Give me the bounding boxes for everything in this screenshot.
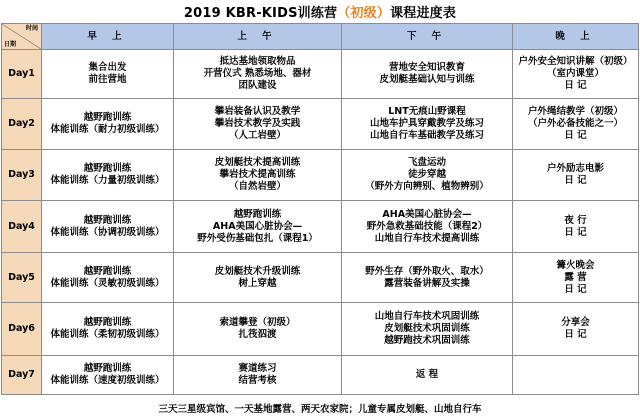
- schedule-cell-evening: [513, 253, 639, 303]
- schedule-cell-afternoon: [342, 356, 513, 395]
- activity-line: 户外安全知识讲解（初级）: [518, 56, 633, 67]
- activity-line: 扎筏泅渡: [238, 329, 277, 340]
- schedule-table: [1, 23, 639, 395]
- activity-line: 山地自行车技术巩固训练: [374, 311, 480, 322]
- activity-line: 越野跑训练: [83, 317, 132, 328]
- activity-line: 开营仪式 熟悉场地、器材: [203, 68, 312, 79]
- activity-line: 分享会: [561, 317, 590, 328]
- activity-line: （人工岩壁）: [228, 130, 286, 141]
- activity-line: 徒步穿越: [407, 169, 446, 180]
- schedule-cell-afternoon: [342, 201, 513, 253]
- activity-line: 日 记: [564, 283, 587, 295]
- activity-line: 体能训练（速度初级训练）: [50, 375, 165, 386]
- activity-line: 野外急救基础技能（课程2）: [366, 220, 488, 232]
- title-suffix: 课程进度表: [390, 5, 457, 21]
- activity-line: 体能训练（灵敏初级训练）: [50, 277, 165, 289]
- activity-line: （自然岩壁）: [228, 181, 286, 192]
- activity-line: 树上穿越: [238, 277, 277, 289]
- schedule-cell-morning: [42, 50, 174, 99]
- activity-line: 皮划艇技术提高训练: [214, 157, 301, 168]
- header-row: [2, 24, 639, 50]
- activity-line: 皮划艇技术升级训练: [214, 265, 301, 277]
- title-highlight: （初级）: [337, 5, 391, 21]
- schedule-cell-forenoon: [174, 99, 342, 150]
- schedule-cell-morning: [42, 356, 174, 395]
- activity-line: 抵达基地领取物品: [219, 56, 296, 67]
- schedule-cell-morning: [42, 201, 174, 253]
- table-row: [2, 50, 639, 99]
- activity-line: 皮划艇基础认知与训练: [379, 74, 475, 85]
- activity-line: 山地车护具穿戴教学及练习: [369, 118, 484, 129]
- activity-line: 篝火晚会: [556, 259, 595, 271]
- activity-line: 露营装备讲解及实操: [384, 277, 470, 289]
- day-label: Day1: [2, 50, 42, 99]
- activity-line: 攀岩装备认识及教学: [214, 106, 301, 117]
- table-row: [2, 150, 639, 201]
- table-row: [2, 253, 639, 303]
- activity-line: 索道攀登（初级）: [219, 317, 296, 328]
- activity-line: 结营考核: [238, 375, 277, 386]
- corner-cell: [2, 24, 42, 50]
- corner-date-label: 日期: [4, 41, 17, 48]
- table-row: [2, 201, 639, 253]
- activity-line: 飞盘运动: [407, 157, 446, 168]
- day-label: Day5: [2, 253, 42, 303]
- table-row: [2, 356, 639, 395]
- activity-line: 日 记: [564, 130, 587, 141]
- activity-line: 越野跑训练: [83, 363, 132, 374]
- activity-line: AHA美国心脏协会—: [212, 220, 303, 232]
- schedule-cell-evening: [513, 50, 639, 99]
- activity-line: 山地自行车基础教学及练习: [369, 130, 484, 141]
- column-header-morning: 早 上: [42, 24, 174, 50]
- activity-line: 野外受伤基础包扎（课程1）: [197, 232, 318, 244]
- activity-line: 越野跑训练: [83, 265, 132, 277]
- activity-line: 野外生存（野外取火、取水）: [365, 265, 489, 277]
- activity-line: （户外必备技能之一）: [527, 118, 623, 129]
- day-label: Day3: [2, 150, 42, 201]
- schedule-cell-forenoon: [174, 201, 342, 253]
- page-title: [0, 0, 640, 22]
- activity-line: 户外绳结教学（初级）: [527, 106, 623, 117]
- schedule-cell-forenoon: [174, 253, 342, 303]
- schedule-cell-evening: [513, 356, 639, 395]
- day-label: Day6: [2, 303, 42, 356]
- day-label: Day2: [2, 99, 42, 150]
- schedule-cell-evening: [513, 303, 639, 356]
- schedule-cell-afternoon: [342, 99, 513, 150]
- schedule-cell-morning: [42, 99, 174, 150]
- day-label: Day7: [2, 356, 42, 395]
- activity-line: 皮划艇技术巩固训练: [384, 323, 470, 334]
- title-prefix: 2019 KBR-KIDS训练营: [183, 5, 338, 21]
- schedule-body: [2, 50, 639, 395]
- activity-line: 前往营地: [88, 74, 127, 85]
- column-header-evening: 晚 上: [513, 24, 639, 50]
- activity-line: 露 营: [564, 271, 587, 283]
- activity-line: 日 记: [564, 226, 587, 238]
- activity-line: 山地自行车技术提高训练: [374, 232, 480, 244]
- schedule-cell-morning: [42, 303, 174, 356]
- schedule-cell-morning: [42, 150, 174, 201]
- corner-time-label: 时间: [25, 25, 38, 32]
- activity-line: 集合出发: [88, 62, 127, 73]
- activity-line: 营地安全知识教育: [388, 62, 465, 73]
- activity-line: 返 程: [415, 369, 439, 380]
- table-row: [2, 99, 639, 150]
- activity-line: 攀岩技术教学及实践: [214, 118, 301, 129]
- activity-line: 体能训练（耐力初级训练）: [50, 124, 165, 135]
- day-label: Day4: [2, 201, 42, 253]
- schedule-cell-forenoon: [174, 150, 342, 201]
- activity-line: 体能训练（协调初级训练）: [50, 226, 165, 238]
- table-row: [2, 303, 639, 356]
- schedule-cell-evening: [513, 201, 639, 253]
- activity-line: 越野跑训练: [233, 208, 282, 220]
- activity-line: AHA美国心脏协会—: [382, 208, 472, 220]
- activity-line: 越野跑训练: [83, 214, 132, 226]
- activity-line: 越野跑技术巩固训练: [384, 335, 470, 346]
- activity-line: 攀岩技术提高训练: [219, 169, 296, 180]
- activity-line: （野外方向辨别、植物辨别）: [365, 181, 489, 192]
- schedule-cell-forenoon: [174, 356, 342, 395]
- column-header-forenoon: 上 午: [174, 24, 342, 50]
- schedule-cell-evening: [513, 150, 639, 201]
- activity-line: 越野跑训练: [83, 163, 132, 174]
- activity-line: 赛道练习: [238, 363, 277, 374]
- activity-line: 户外励志电影: [546, 163, 604, 174]
- activity-line: 体能训练（柔韧初级训练）: [50, 329, 165, 340]
- schedule-cell-evening: [513, 99, 639, 150]
- schedule-cell-afternoon: [342, 50, 513, 99]
- schedule-cell-afternoon: [342, 303, 513, 356]
- activity-line: 日 记: [564, 175, 587, 186]
- activity-line: 日 记: [564, 80, 587, 91]
- schedule-cell-afternoon: [342, 253, 513, 303]
- activity-line: 日 记: [564, 329, 587, 340]
- activity-line: 越野跑训练: [83, 112, 132, 123]
- activity-line: LNT无痕山野课程: [388, 106, 466, 117]
- schedule-cell-forenoon: [174, 303, 342, 356]
- schedule-cell-forenoon: [174, 50, 342, 99]
- activity-line: （室内课堂）: [546, 68, 604, 79]
- column-header-afternoon: 下 午: [342, 24, 513, 50]
- activity-line: 体能训练（力量初级训练）: [50, 175, 165, 186]
- footer-note: 三天三星级宾馆、一天基地露营、两天农家院；儿童专属皮划艇、山地自行车: [158, 404, 482, 415]
- activity-line: 团队建设: [238, 80, 277, 91]
- activity-line: 夜 行: [564, 214, 587, 226]
- schedule-cell-afternoon: [342, 150, 513, 201]
- schedule-cell-morning: [42, 253, 174, 303]
